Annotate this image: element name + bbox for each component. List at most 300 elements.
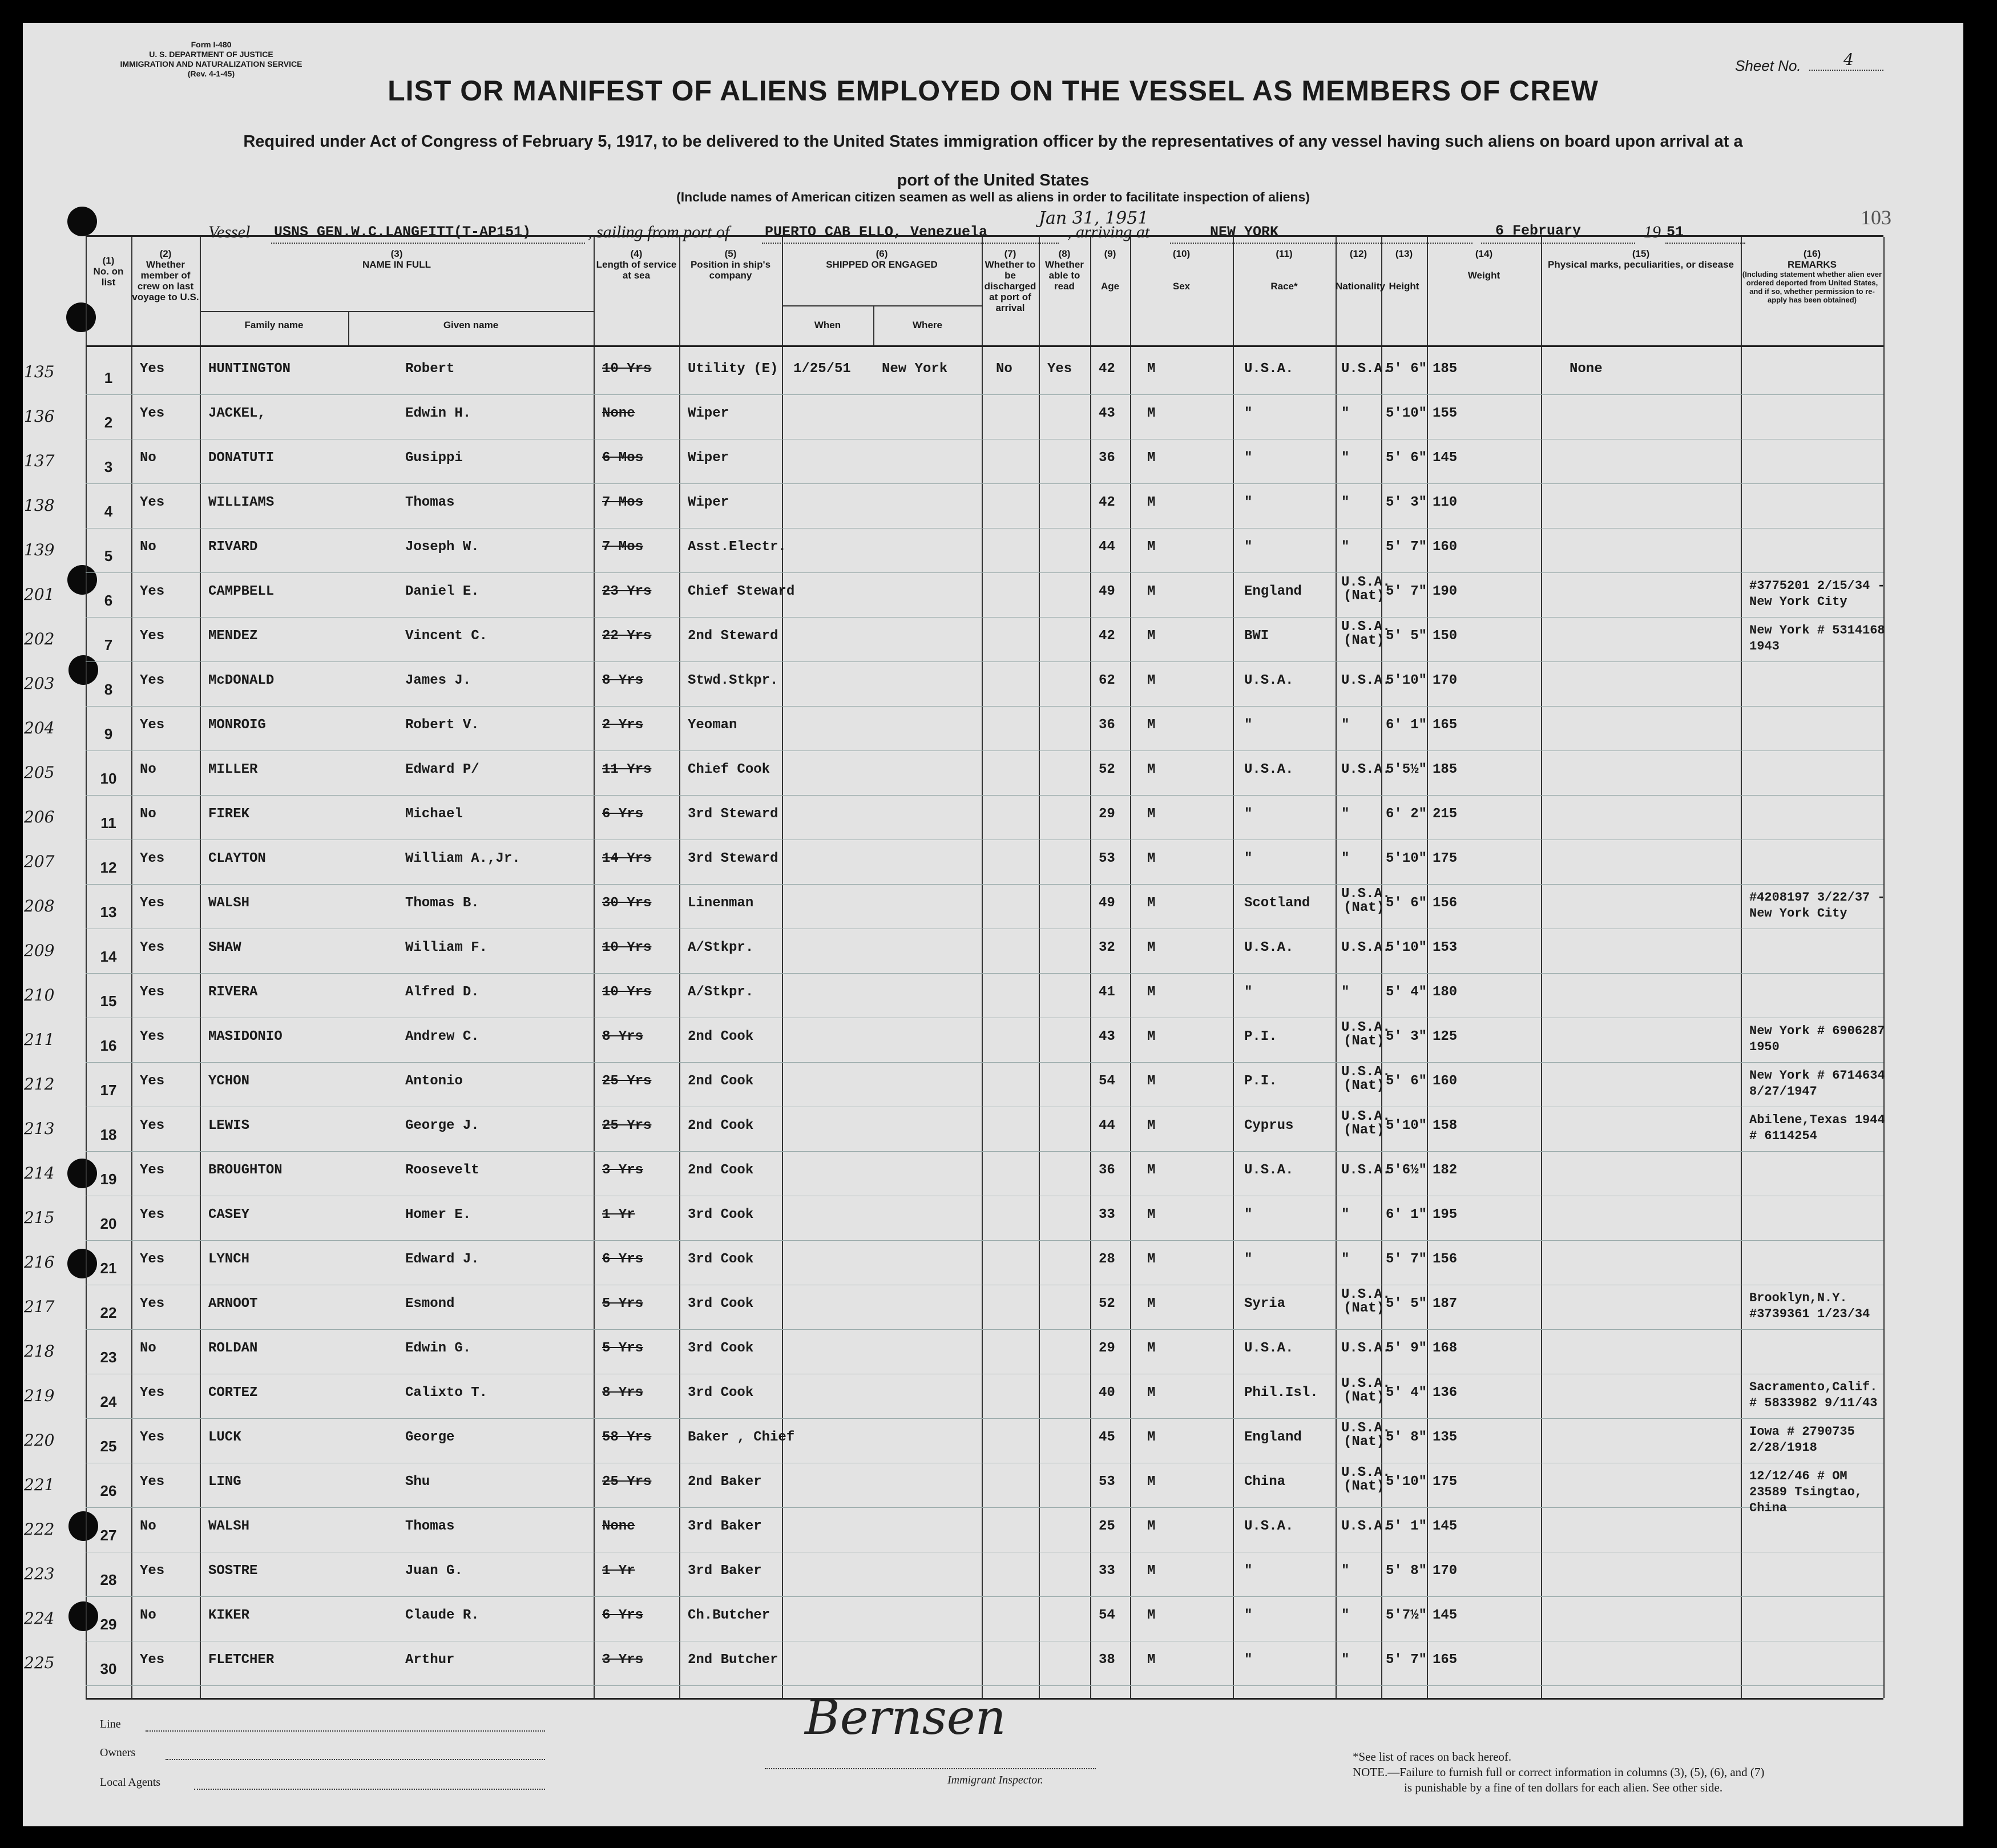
- list-number-cell: 20: [100, 1215, 117, 1232]
- given-name-cell: Claude R.: [405, 1608, 479, 1623]
- list-number-cell: 6: [104, 592, 113, 609]
- col-4-label: Length of service at sea: [596, 259, 677, 281]
- race-cell: ": [1244, 1608, 1253, 1623]
- last-voyage-cell: Yes: [140, 851, 165, 866]
- service-length-cell: 7 Mos: [602, 539, 644, 555]
- col-6-num: (6): [876, 248, 888, 259]
- page-stamp: 103: [1861, 206, 1891, 229]
- service-length-cell: 2 Yrs: [602, 717, 644, 733]
- margin-number: 224: [24, 1609, 55, 1628]
- height-cell: 5' 4": [1386, 1385, 1427, 1401]
- col-9-num: (9): [1104, 248, 1116, 259]
- nationality-cell: U.S.A. (Nat): [1341, 1376, 1391, 1405]
- list-number-cell: 1: [104, 369, 113, 386]
- given-name-cell: Michael: [405, 806, 463, 822]
- remarks-cell: Sacramento,Calif. # 5833982 9/11/43: [1749, 1380, 1878, 1410]
- race-cell: ": [1244, 1652, 1253, 1668]
- sex-cell: M: [1147, 1474, 1156, 1490]
- margin-number: 135: [24, 362, 55, 381]
- nationality-cell: ": [1341, 406, 1350, 421]
- nationality-cell: ": [1341, 851, 1350, 866]
- margin-number: 212: [24, 1075, 55, 1094]
- list-number-cell: 7: [104, 636, 113, 653]
- table-row: [24, 1464, 1883, 1515]
- sailing-date-handwritten: Jan 31, 1951: [1039, 208, 1149, 228]
- family-name-cell: LING: [208, 1474, 241, 1490]
- sex-cell: M: [1147, 806, 1156, 822]
- nationality-cell: ": [1341, 1652, 1350, 1668]
- weight-cell: 110: [1433, 495, 1458, 510]
- weight-cell: 175: [1433, 1474, 1458, 1490]
- sex-cell: M: [1147, 1385, 1156, 1401]
- nationality-cell: U.S.A. (Nat): [1341, 1287, 1391, 1316]
- last-voyage-cell: Yes: [140, 1430, 165, 1445]
- service-length-cell: 3 Yrs: [602, 1652, 644, 1668]
- sex-cell: M: [1147, 584, 1156, 599]
- service-length-cell: 23 Yrs: [602, 584, 652, 599]
- service-length-cell: 11 Yrs: [602, 762, 652, 777]
- table-row: [24, 1019, 1885, 1063]
- list-number-cell: 15: [100, 992, 117, 1010]
- sex-cell: M: [1147, 673, 1156, 688]
- margin-number: 211: [24, 1030, 55, 1049]
- family-name-cell: WALSH: [208, 895, 250, 911]
- margin-number: 215: [24, 1208, 55, 1227]
- margin-number: 204: [24, 719, 55, 737]
- race-cell: Cyprus: [1244, 1118, 1294, 1133]
- race-cell: U.S.A.: [1244, 1519, 1294, 1534]
- given-name-cell: George J.: [405, 1118, 479, 1133]
- weight-cell: 170: [1433, 1563, 1458, 1579]
- margin-number: 217: [24, 1297, 55, 1316]
- subtitle-note: (Include names of American citizen seamen as well as aliens in order to facilitate inspection of aliens): [676, 189, 1310, 204]
- col-5-num: (5): [724, 248, 737, 259]
- service-length-cell: 25 Yrs: [602, 1118, 652, 1133]
- sex-cell: M: [1147, 762, 1156, 777]
- list-number-cell: 26: [100, 1482, 117, 1499]
- given-name-cell: Gusippi: [405, 450, 463, 466]
- height-cell: 5'5½": [1386, 762, 1427, 777]
- position-cell: Wiper: [688, 406, 729, 421]
- last-voyage-cell: Yes: [140, 1652, 165, 1668]
- col-4-num: (4): [630, 248, 643, 259]
- nationality-cell: ": [1341, 717, 1350, 733]
- list-number-cell: 9: [104, 725, 113, 743]
- table-row: [24, 1508, 1883, 1553]
- table-row: [24, 752, 1883, 796]
- position-cell: 2nd Butcher: [688, 1652, 778, 1668]
- subtitle-2: port of the United States: [897, 171, 1090, 189]
- sex-cell: M: [1147, 1652, 1156, 1668]
- table-row: [24, 618, 1885, 663]
- crew-table: [24, 235, 1885, 1700]
- family-name-cell: LYNCH: [208, 1252, 250, 1267]
- service-length-cell: None: [602, 1519, 635, 1534]
- service-length-cell: 3 Yrs: [602, 1163, 644, 1178]
- given-name-cell: Homer E.: [405, 1207, 471, 1222]
- race-cell: U.S.A.: [1244, 1163, 1294, 1178]
- nationality-cell: U.S.A. (Nat): [1341, 1064, 1391, 1094]
- last-voyage-cell: Yes: [140, 1296, 165, 1312]
- last-voyage-cell: Yes: [140, 1163, 165, 1178]
- age-cell: 36: [1099, 1163, 1115, 1178]
- given-name-cell: Alfred D.: [405, 984, 479, 1000]
- given-name-cell: James J.: [405, 673, 471, 688]
- sex-cell: M: [1147, 1296, 1156, 1312]
- vessel-label: Vessel: [208, 223, 251, 241]
- family-name-cell: SHAW: [208, 940, 241, 955]
- weight-cell: 156: [1433, 895, 1458, 911]
- list-number-cell: 25: [100, 1438, 117, 1455]
- weight-cell: 195: [1433, 1207, 1458, 1222]
- race-cell: U.S.A.: [1244, 1341, 1294, 1356]
- sex-cell: M: [1147, 1519, 1156, 1534]
- family-name-cell: RIVARD: [208, 539, 258, 555]
- race-cell: BWI: [1244, 628, 1269, 644]
- race-cell: U.S.A.: [1244, 762, 1294, 777]
- position-cell: 3rd Cook: [688, 1252, 754, 1267]
- position-cell: Ch.Butcher: [688, 1608, 770, 1623]
- race-cell: ": [1244, 495, 1253, 510]
- remarks-cell: 12/12/46 # OM 23589 Tsingtao, China: [1749, 1469, 1863, 1515]
- col-7-num: (7): [1004, 248, 1016, 259]
- table-row: [24, 1419, 1883, 1464]
- height-cell: 5' 1": [1386, 1519, 1427, 1534]
- position-cell: Linenman: [688, 895, 754, 911]
- height-cell: 5' 6": [1386, 1074, 1427, 1089]
- race-cell: England: [1244, 584, 1302, 599]
- remarks-cell: Abilene,Texas 1944 # 6114254: [1749, 1113, 1885, 1143]
- remarks-cell: Iowa # 2790735 2/28/1918: [1749, 1425, 1855, 1455]
- last-voyage-cell: Yes: [140, 1207, 165, 1222]
- col-14-num: (14): [1475, 248, 1493, 259]
- remarks-cell: New York # 5314168 1943: [1749, 623, 1885, 653]
- height-cell: 5' 3": [1386, 495, 1427, 510]
- service-length-cell: 25 Yrs: [602, 1074, 652, 1089]
- weight-cell: 187: [1433, 1296, 1458, 1312]
- sex-cell: M: [1147, 1207, 1156, 1222]
- race-cell: Phil.Isl.: [1244, 1385, 1318, 1401]
- age-cell: 49: [1099, 584, 1115, 599]
- family-name-cell: SOSTRE: [208, 1563, 258, 1579]
- position-cell: Wiper: [688, 450, 729, 466]
- list-number-cell: 23: [100, 1349, 117, 1366]
- weight-cell: 150: [1433, 628, 1458, 644]
- sheet-number-line: [1809, 70, 1883, 71]
- col-2-num: (2): [159, 248, 172, 259]
- last-voyage-cell: Yes: [140, 1252, 165, 1267]
- family-name-cell: YCHON: [208, 1074, 250, 1089]
- given-name-cell: Joseph W.: [405, 539, 479, 555]
- height-cell: 5'10": [1386, 406, 1427, 421]
- list-number-cell: 3: [104, 458, 113, 475]
- race-cell: ": [1244, 851, 1253, 866]
- last-voyage-cell: Yes: [140, 1074, 165, 1089]
- position-cell: 2nd Cook: [688, 1029, 754, 1044]
- given-name-cell: Thomas B.: [405, 895, 479, 911]
- list-number-cell: 2: [104, 414, 113, 431]
- race-cell: ": [1244, 806, 1253, 822]
- margin-number: 203: [24, 674, 55, 693]
- position-cell: 3rd Baker: [688, 1519, 762, 1534]
- race-cell: ": [1244, 406, 1253, 421]
- col-12-label: Nationality: [1336, 281, 1385, 292]
- last-voyage-cell: No: [140, 1608, 156, 1623]
- family-name-cell: ARNOOT: [208, 1296, 258, 1312]
- col-12-num: (12): [1349, 248, 1367, 259]
- table-row: [24, 841, 1883, 885]
- position-cell: 2nd Cook: [688, 1074, 754, 1089]
- family-name-cell: RIVERA: [208, 984, 258, 1000]
- height-cell: 5' 7": [1386, 1252, 1427, 1267]
- list-number-cell: 24: [100, 1393, 117, 1410]
- arriving-label: , arriving at: [1067, 223, 1150, 241]
- given-name-cell: George: [405, 1430, 455, 1445]
- service-length-cell: 22 Yrs: [602, 628, 652, 644]
- position-cell: 2nd Cook: [688, 1163, 754, 1178]
- weight-cell: 215: [1433, 806, 1458, 822]
- family-name-cell: HUNTINGTON: [208, 361, 291, 377]
- nationality-cell: ": [1341, 984, 1350, 1000]
- weight-cell: 156: [1433, 1252, 1458, 1267]
- col-6-when: When: [814, 320, 841, 330]
- margin-number: 213: [24, 1119, 55, 1138]
- nationality-cell: U.S.A. (Nat): [1341, 886, 1391, 915]
- last-voyage-cell: No: [140, 762, 156, 777]
- family-name-cell: McDONALD: [208, 673, 275, 688]
- service-length-cell: 6 Yrs: [602, 1608, 644, 1623]
- last-voyage-cell: Yes: [140, 1563, 165, 1579]
- margin-number: 216: [24, 1253, 55, 1272]
- table-row: [24, 440, 1883, 485]
- service-length-cell: 10 Yrs: [602, 361, 652, 377]
- height-cell: 5' 4": [1386, 984, 1427, 1000]
- age-cell: 53: [1099, 1474, 1115, 1490]
- table-row: [24, 1330, 1883, 1375]
- table-row: [24, 1597, 1883, 1642]
- margin-number: 137: [24, 451, 55, 470]
- race-cell: P.I.: [1244, 1074, 1277, 1089]
- height-cell: 6' 1": [1386, 717, 1427, 733]
- inspector-label: Immigrant Inspector.: [947, 1774, 1043, 1786]
- table-row: [24, 485, 1883, 529]
- table-row: [24, 1286, 1883, 1330]
- nationality-cell: U.S.A.: [1341, 1341, 1391, 1356]
- height-cell: 5'10": [1386, 940, 1427, 955]
- weight-cell: 160: [1433, 539, 1458, 555]
- margin-number: 222: [24, 1520, 55, 1539]
- family-name-cell: FIREK: [208, 806, 250, 822]
- page-title: LIST OR MANIFEST OF ALIENS EMPLOYED ON THE VESSEL AS MEMBERS OF CREW: [388, 75, 1599, 107]
- height-cell: 5'10": [1386, 673, 1427, 688]
- nationality-cell: U.S.A. (Nat): [1341, 619, 1391, 648]
- given-name-cell: Shu: [405, 1474, 430, 1490]
- margin-number: 219: [24, 1386, 55, 1405]
- vessel-name: USNS GEN.W.C.LANGFITT(T-AP151): [274, 224, 531, 240]
- age-cell: 29: [1099, 806, 1115, 822]
- list-number-cell: 30: [100, 1660, 117, 1677]
- last-voyage-cell: No: [140, 806, 156, 822]
- service-length-cell: 6 Mos: [602, 450, 644, 466]
- shipped-when-cell: 1/25/51: [793, 361, 851, 377]
- given-name-cell: Edward J.: [405, 1252, 479, 1267]
- col-3-label: NAME IN FULL: [362, 259, 431, 270]
- given-name-cell: Esmond: [405, 1296, 455, 1312]
- list-number-cell: 14: [100, 948, 117, 965]
- nationality-cell: ": [1341, 1252, 1350, 1267]
- sex-cell: M: [1147, 361, 1156, 377]
- height-cell: 5' 9": [1386, 1341, 1427, 1356]
- height-cell: 5' 7": [1386, 584, 1427, 599]
- table-row: [24, 1375, 1883, 1419]
- weight-cell: 155: [1433, 406, 1458, 421]
- weight-cell: 165: [1433, 717, 1458, 733]
- race-cell: U.S.A.: [1244, 940, 1294, 955]
- last-voyage-cell: Yes: [140, 1118, 165, 1133]
- height-cell: 5'10": [1386, 1118, 1427, 1133]
- height-cell: 6' 1": [1386, 1207, 1427, 1222]
- position-cell: 3rd Steward: [688, 806, 778, 822]
- service-length-cell: 10 Yrs: [602, 940, 652, 955]
- position-cell: 3rd Cook: [688, 1207, 754, 1222]
- table-row: [24, 974, 1883, 1019]
- last-voyage-cell: No: [140, 450, 156, 466]
- nationality-cell: ": [1341, 495, 1350, 510]
- margin-number: 207: [24, 852, 55, 871]
- arriving-port: NEW YORK: [1210, 224, 1279, 240]
- margin-number: 223: [24, 1564, 55, 1583]
- nationality-cell: U.S.A. (Nat): [1341, 1421, 1391, 1450]
- margin-number: 202: [24, 630, 55, 648]
- service-length-cell: 8 Yrs: [602, 1385, 644, 1401]
- physical-marks-cell: None: [1570, 361, 1603, 377]
- margin-number: 225: [24, 1653, 55, 1672]
- nationality-cell: U.S.A. (Nat): [1341, 1020, 1391, 1049]
- list-number-cell: 18: [100, 1126, 117, 1143]
- family-name-cell: CORTEZ: [208, 1385, 258, 1401]
- last-voyage-cell: Yes: [140, 406, 165, 421]
- age-cell: 43: [1099, 406, 1115, 421]
- last-voyage-cell: Yes: [140, 1474, 165, 1490]
- age-cell: 52: [1099, 1296, 1115, 1312]
- age-cell: 36: [1099, 717, 1115, 733]
- given-name-cell: Roosevelt: [405, 1163, 479, 1178]
- age-cell: 53: [1099, 851, 1115, 866]
- last-voyage-cell: Yes: [140, 717, 165, 733]
- height-cell: 6' 2": [1386, 806, 1427, 822]
- sex-cell: M: [1147, 717, 1156, 733]
- position-cell: Chief Steward: [688, 584, 795, 599]
- list-number-cell: 8: [104, 681, 113, 698]
- family-name-cell: WILLIAMS: [208, 495, 275, 510]
- weight-cell: 135: [1433, 1430, 1458, 1445]
- form-id: Form I-480 U. S. DEPARTMENT OF JUSTICE IMMIGRATION AND NATURALIZATION SERVICE (Rev. 4-1-45): [120, 40, 302, 78]
- table-row: [24, 1108, 1885, 1152]
- col-13-num: (13): [1395, 248, 1413, 259]
- given-name-cell: William F.: [405, 940, 488, 955]
- given-name-cell: Edwin H.: [405, 406, 471, 421]
- nationality-cell: U.S.A.: [1341, 1519, 1391, 1534]
- sex-cell: M: [1147, 1341, 1156, 1356]
- margin-number: 139: [24, 540, 55, 559]
- age-cell: 43: [1099, 1029, 1115, 1044]
- nationality-cell: ": [1341, 1207, 1350, 1222]
- arrival-date: 6 February: [1495, 223, 1582, 239]
- service-length-cell: 6 Yrs: [602, 806, 644, 822]
- sex-cell: M: [1147, 1118, 1156, 1133]
- service-length-cell: 8 Yrs: [602, 1029, 644, 1044]
- race-cell: ": [1244, 450, 1253, 466]
- table-row: [24, 351, 1883, 396]
- position-cell: Yeoman: [688, 717, 737, 733]
- col-16-label: REMARKS: [1788, 259, 1837, 270]
- punch-hole: [67, 207, 97, 236]
- margin-number: 209: [24, 941, 55, 960]
- family-name-cell: MONROIG: [208, 717, 266, 733]
- age-cell: 44: [1099, 539, 1115, 555]
- nationality-cell: ": [1341, 539, 1350, 555]
- sex-cell: M: [1147, 1029, 1156, 1044]
- age-cell: 44: [1099, 1118, 1115, 1133]
- nationality-cell: U.S.A.: [1341, 1163, 1391, 1178]
- sex-cell: M: [1147, 1252, 1156, 1267]
- list-number-cell: 11: [100, 814, 116, 832]
- position-cell: Stwd.Stkpr.: [688, 673, 778, 688]
- age-cell: 40: [1099, 1385, 1115, 1401]
- table-row: [24, 1642, 1883, 1686]
- family-name-cell: JACKEL,: [208, 406, 266, 421]
- col-10-num: (10): [1172, 248, 1191, 259]
- sex-cell: M: [1147, 495, 1156, 510]
- weight-cell: 145: [1433, 450, 1458, 466]
- race-cell: China: [1244, 1474, 1286, 1490]
- manifest-sheet: [23, 23, 1963, 1826]
- col-3-family: Family name: [244, 320, 304, 330]
- weight-cell: 190: [1433, 584, 1458, 599]
- table-row: [24, 663, 1883, 707]
- sex-cell: M: [1147, 406, 1156, 421]
- age-cell: 41: [1099, 984, 1115, 1000]
- col-11-num: (11): [1276, 248, 1293, 259]
- race-cell: P.I.: [1244, 1029, 1277, 1044]
- position-cell: 3rd Steward: [688, 851, 778, 866]
- given-name-cell: Andrew C.: [405, 1029, 479, 1044]
- col-1-label: No. on list: [93, 266, 124, 288]
- height-cell: 5' 8": [1386, 1430, 1427, 1445]
- margin-number: 220: [24, 1431, 55, 1450]
- last-voyage-cell: No: [140, 539, 156, 555]
- weight-cell: 170: [1433, 673, 1458, 688]
- given-name-cell: Edward P/: [405, 762, 479, 777]
- list-number-cell: 4: [104, 503, 113, 520]
- sex-cell: M: [1147, 851, 1156, 866]
- year-prefix: 19: [1644, 223, 1661, 241]
- height-cell: 5' 5": [1386, 628, 1427, 644]
- last-voyage-cell: Yes: [140, 984, 165, 1000]
- position-cell: 2nd Baker: [688, 1474, 762, 1490]
- table-row: [24, 707, 1883, 752]
- height-cell: 5' 6": [1386, 895, 1427, 911]
- last-voyage-cell: Yes: [140, 495, 165, 510]
- table-row: [24, 796, 1883, 841]
- col-11-label: Race*: [1270, 281, 1298, 292]
- age-cell: 42: [1099, 628, 1115, 644]
- position-cell: 3rd Cook: [688, 1385, 754, 1401]
- margin-number: 205: [24, 763, 55, 782]
- height-cell: 5'10": [1386, 851, 1427, 866]
- family-name-cell: ROLDAN: [208, 1341, 258, 1356]
- nationality-cell: U.S.A.: [1341, 940, 1391, 955]
